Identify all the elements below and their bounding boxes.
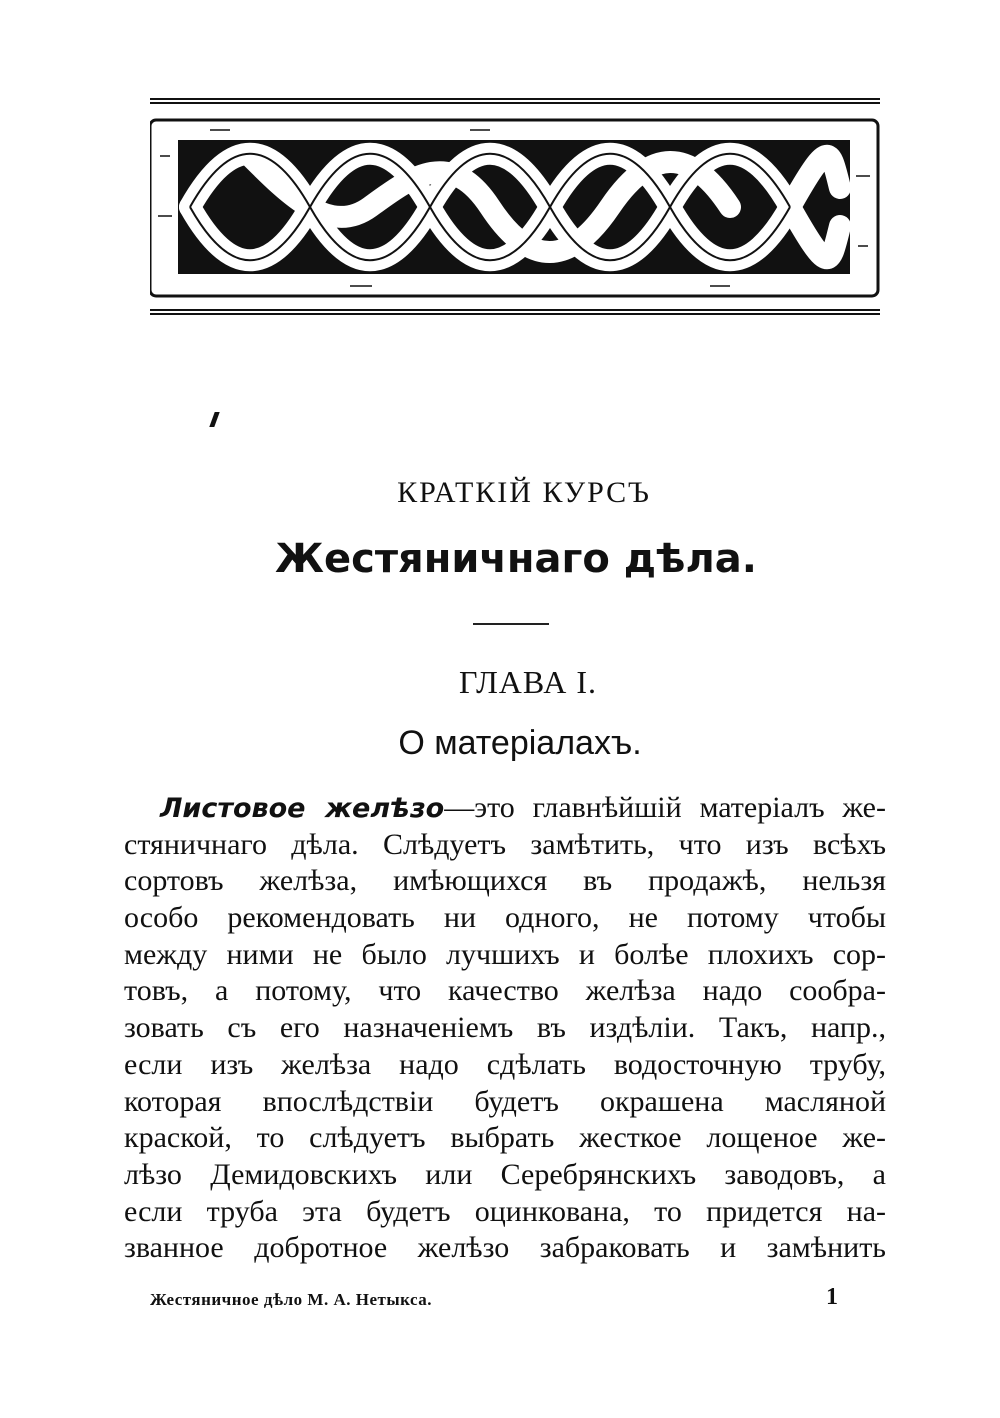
chapter-subtitle: О матеріалахъ. — [398, 724, 642, 762]
lead-term: Листовое желѣзо — [160, 793, 445, 824]
body-line-9: которая впослѣдствіи будетъ окрашена масляной — [124, 1084, 886, 1118]
celtic-knot-ornament — [150, 96, 880, 318]
body-line-10: краской, то слѣдуетъ выбрать жесткое лощеное же- — [124, 1121, 886, 1155]
page-number: 1 — [826, 1284, 838, 1310]
body-line-12: если труба эта будетъ оцинкована, то придется на- — [124, 1194, 886, 1228]
body-line-7: зовать съ его назначеніемъ въ издѣліи. Такъ, напр., — [124, 1011, 886, 1045]
chapter-heading: ГЛАВА I. — [459, 664, 597, 700]
body-line-6: товъ, а потому, что качество желѣза надо сообра- — [124, 974, 886, 1008]
body-line-4: особо рекомендовать ни одного, не потому чтобы — [124, 901, 886, 935]
body-text — [124, 790, 886, 1267]
body-line-3: сортовъ желѣза, имѣющихся въ продажѣ, нельзя — [124, 864, 886, 898]
body-line-2: стяничнаго дѣла. Слѣдуетъ замѣтить, что изъ всѣхъ — [124, 827, 886, 861]
body-line-11: лѣзо Демидовскихъ или Серебрянскихъ заводовъ, а — [124, 1157, 886, 1191]
stray-print-mark — [209, 412, 219, 427]
book-kicker: КРАТКІЙ КУРСЪ — [397, 476, 651, 509]
body-line-13: званное добротное желѣзо забраковать и замѣнить — [124, 1231, 886, 1265]
body-line-1: Листовое желѣзо—это главнѣйшій матеріалъ же- — [160, 791, 886, 824]
title-divider — [473, 623, 549, 625]
book-title: Жестяничнаго дѣла. — [275, 536, 757, 582]
running-footer: Жестяничное дѣло М. А. Нетыкса. — [150, 1290, 433, 1309]
body-line-8: если изъ желѣза надо сдѣлать водосточную трубу, — [124, 1047, 886, 1081]
body-line-5: между ними не было лучшихъ и болѣе плохихъ сор- — [124, 937, 886, 971]
